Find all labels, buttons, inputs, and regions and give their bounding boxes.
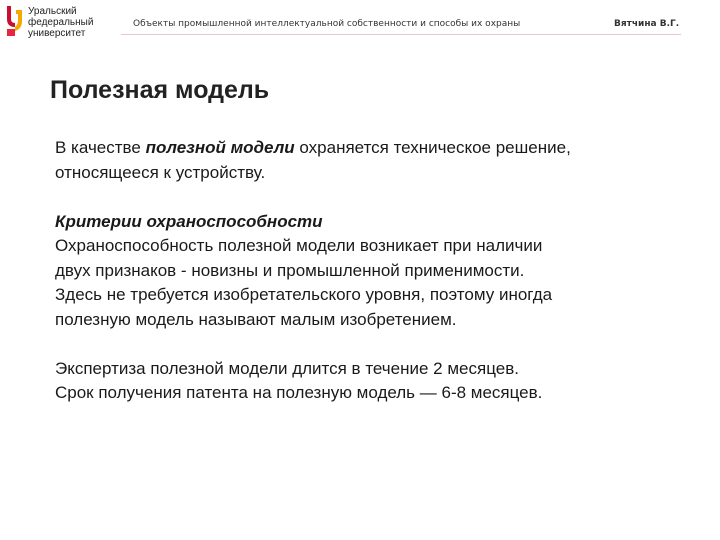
spacer bbox=[55, 332, 695, 357]
intro-paragraph bbox=[55, 136, 695, 161]
header-divider bbox=[121, 34, 681, 35]
slide-header bbox=[0, 0, 720, 42]
urfu-logo-icon bbox=[6, 5, 26, 37]
university-logo bbox=[6, 5, 116, 39]
intro-line-2: относящееся к устройству. bbox=[55, 162, 266, 182]
intro-emphasis: полезной модели bbox=[145, 138, 295, 157]
spacer bbox=[55, 185, 695, 210]
slide-body bbox=[55, 136, 695, 406]
course-title: Объекты промышленной интеллектуальной собственности и способы их охраны bbox=[133, 19, 521, 29]
criteria-line-2: двух признаков - новизны и промышленной применимости. bbox=[55, 260, 525, 280]
terms-line-1: Экспертиза полезной модели длится в течение 2 месяцев. bbox=[55, 358, 519, 378]
intro-before: В качестве bbox=[55, 138, 146, 157]
author-name: Вятчина В.Г. bbox=[614, 19, 680, 29]
criteria-heading: Критерии охраноспособности bbox=[55, 211, 323, 231]
terms-line-2: Срок получения патента на полезную модель — 6-8 месяцев. bbox=[55, 383, 543, 402]
logo-wordmark bbox=[28, 6, 93, 39]
logo-line-1: Уральский bbox=[28, 6, 77, 17]
criteria-line-1: Охраноспособность полезной модели возникает при наличии bbox=[55, 236, 543, 255]
slide-title: Полезная модель bbox=[50, 76, 270, 104]
logo-line-2: федеральный bbox=[28, 17, 94, 28]
criteria-line-4: полезную модель называют малым изобретением. bbox=[55, 309, 457, 329]
criteria-line-3: Здесь не требуется изобретательского уровня, поэтому иногда bbox=[55, 285, 553, 304]
intro-after: охраняется техническое решение, bbox=[294, 138, 571, 157]
logo-line-3: университет bbox=[28, 28, 86, 39]
